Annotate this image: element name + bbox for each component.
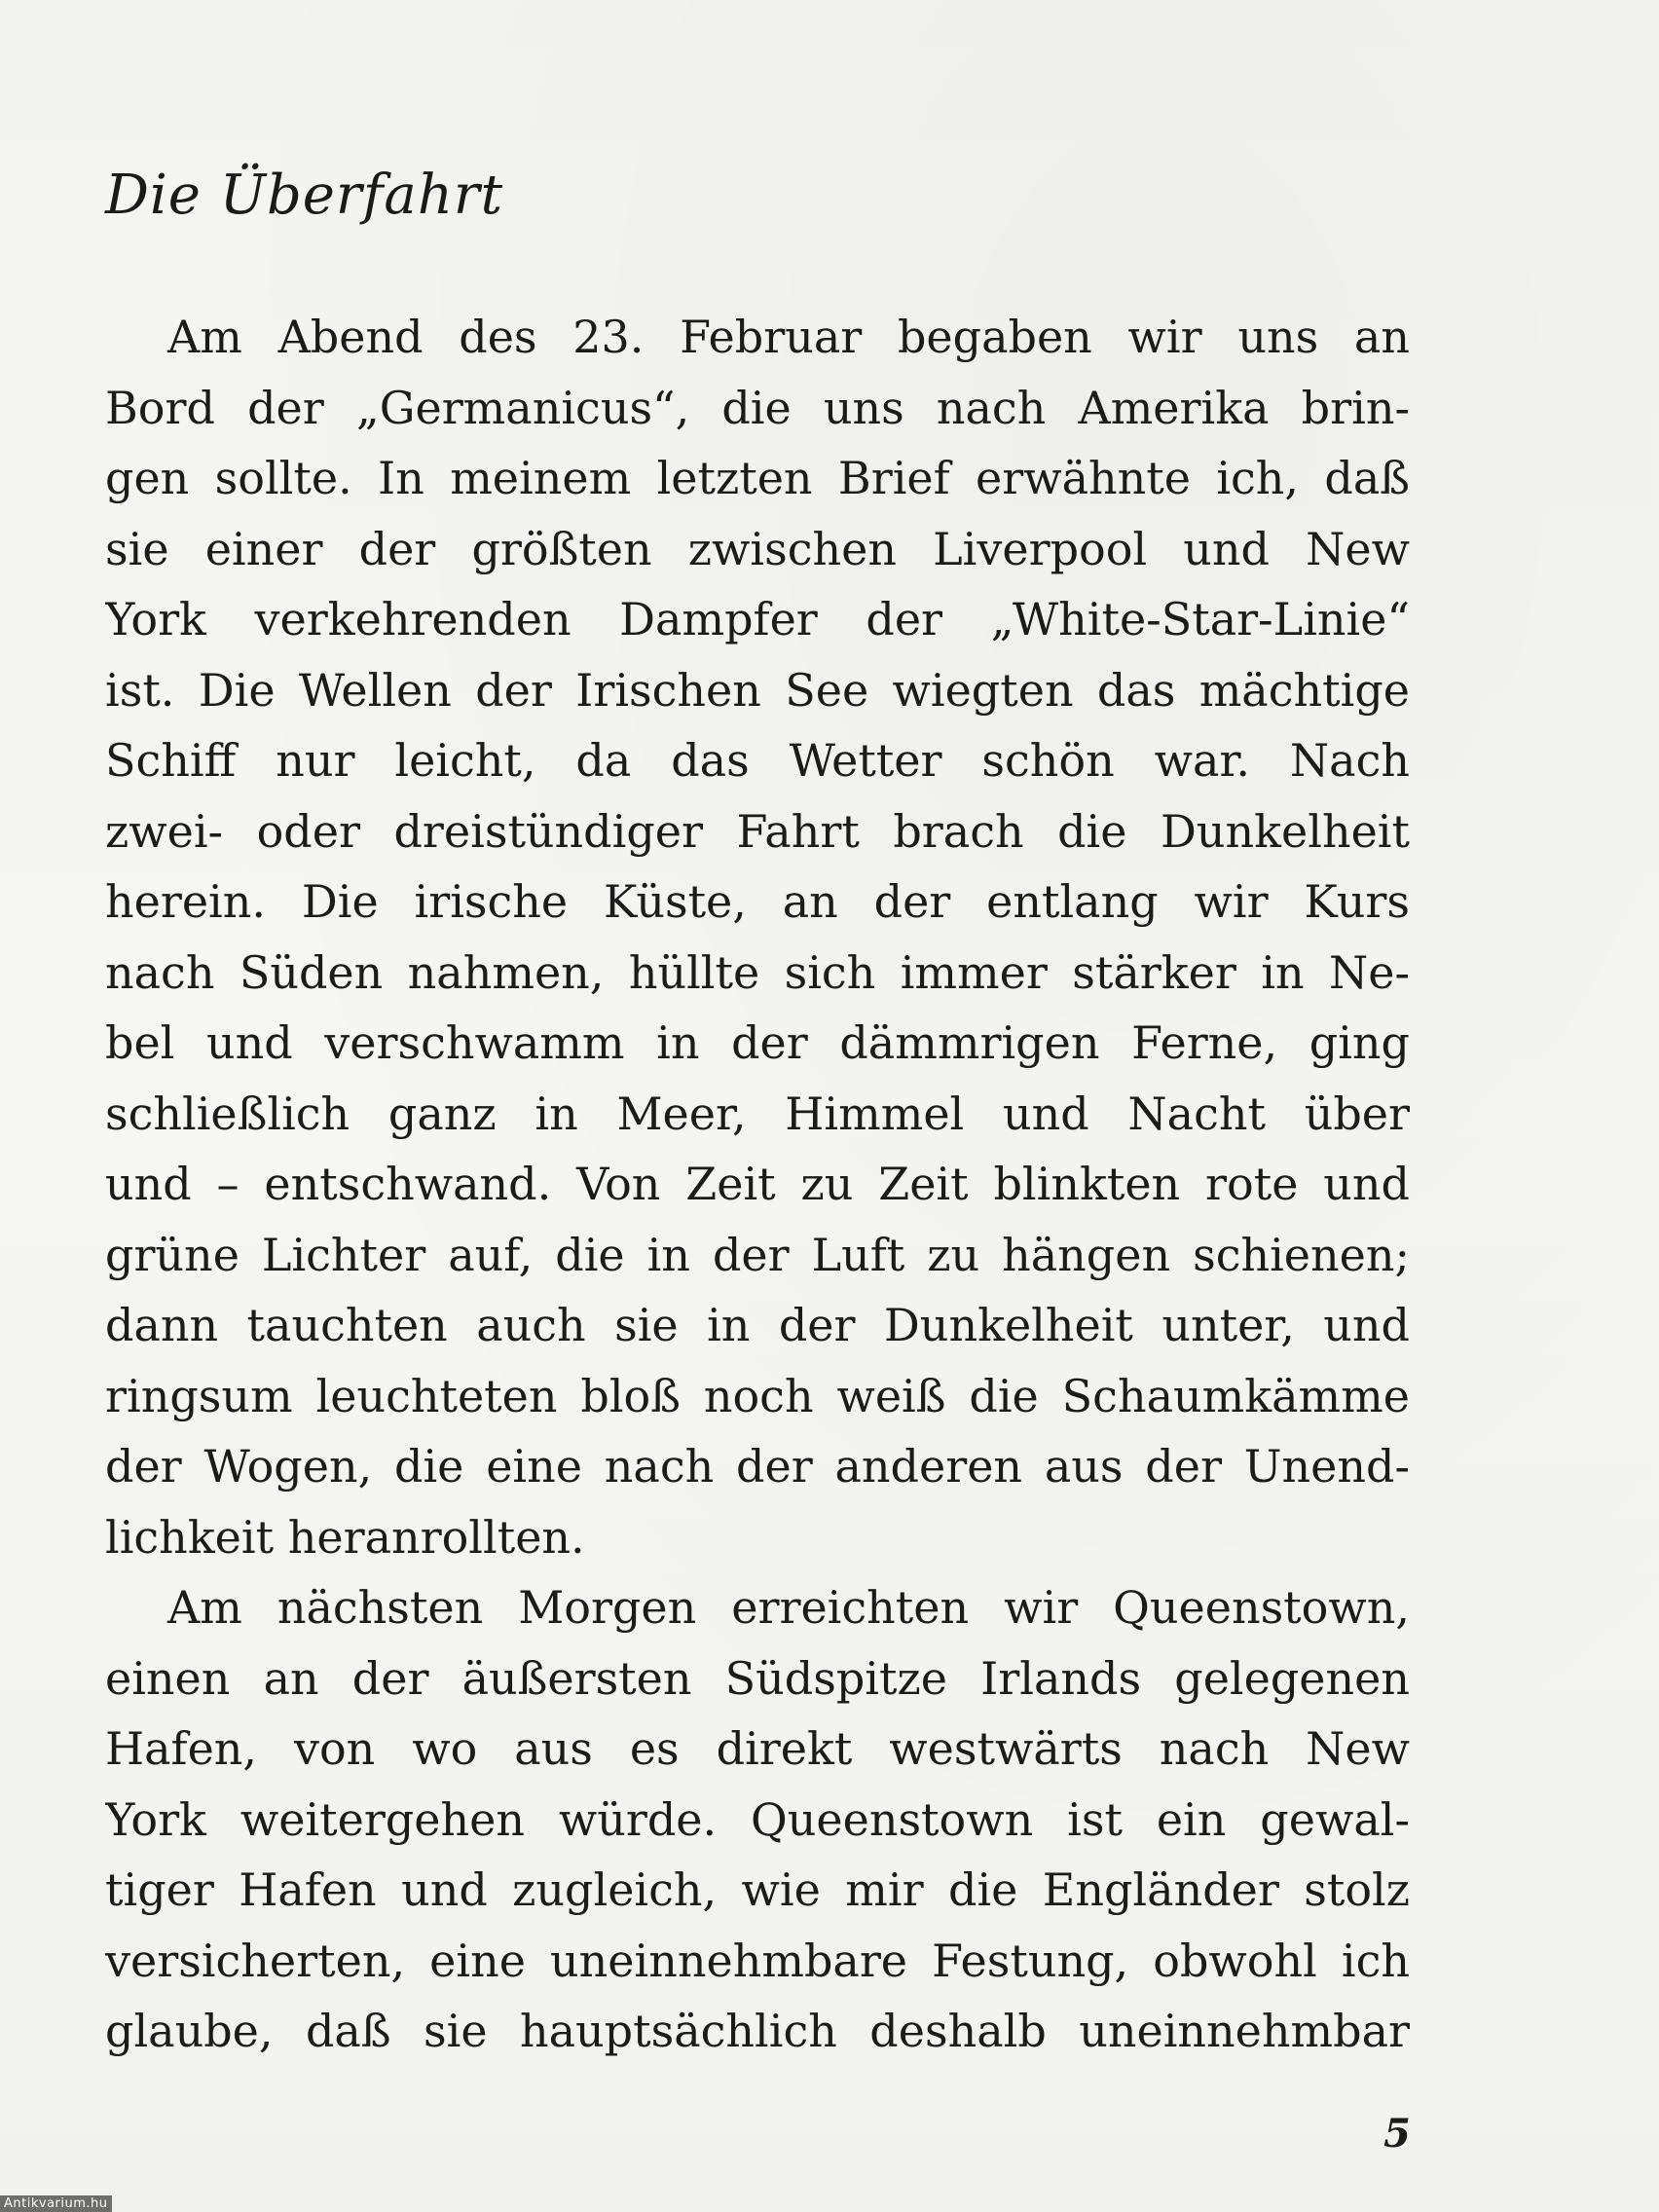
text-line: Am nächsten Morgen erreichten wir Queenstown, [167,1581,1410,1634]
text-line: einen an der äußersten Südspitze Irlands gelegenen [105,1651,1410,1705]
text-line: und – entschwand. Von Zeit zu Zeit blinkten rote und [105,1158,1410,1210]
text-line: lichkeit heranrollten. [105,1510,585,1564]
watermark: Antikvarium.hu [0,2195,112,2212]
paragraph-2 [105,1572,1410,2067]
text-line: ringsum leuchteten bloß noch weiß die Schaumkämme [105,1369,1410,1422]
paragraph-1 [105,302,1410,1572]
text-line: ist. Die Wellen der Irischen See wiegten das mächtige [105,663,1410,717]
text-line: sie einer der größten zwischen Liverpool und New [105,522,1410,575]
text-line: bel und verschwamm in der dämmrigen Ferne, ging [105,1016,1410,1069]
text-line: York verkehrenden Dampfer der „White-Star-Linie“ [105,593,1410,645]
text-line: glaube, daß sie hauptsächlich deshalb uneinnehmbar [105,2005,1410,2057]
text-line: zwei- oder dreistündiger Fahrt brach die Dunkelheit [105,804,1410,858]
text-line: Am Abend des 23. Februar begaben wir uns an [167,311,1410,363]
text-line: Hafen, von wo aus es direkt westwärts nach New [105,1722,1410,1775]
text-line: York weitergehen würde. Queenstown ist ein gewal- [105,1792,1410,1846]
text-line: herein. Die irische Küste, an der entlang wir Kurs [105,875,1410,928]
text-line: Schiff nur leicht, da das Wetter schön war. Nach [105,734,1410,787]
text-line: tiger Hafen und zugleich, wie mir die Engländer stolz [105,1863,1410,1916]
text-line: nach Süden nahmen, hüllte sich immer stärker in Ne- [105,945,1410,999]
text-line: grüne Lichter auf, die in der Luft zu hängen schienen; [105,1228,1410,1281]
chapter-title: Die Überfahrt [105,164,504,227]
text-line: schließlich ganz in Meer, Himmel und Nacht über [105,1087,1410,1140]
text-line: der Wogen, die eine nach der anderen aus der Unend- [105,1440,1410,1493]
text-line: dann tauchten auch sie in der Dunkelheit unter, und [105,1299,1410,1351]
text-line: gen sollte. In meinem letzten Brief erwähnte ich, daß [105,452,1410,504]
text-line: Bord der „Germanicus“, die uns nach Amerika brin- [105,381,1410,434]
body-text [105,302,1410,2067]
page-number: 5 [1383,2111,1411,2157]
text-line: versicherten, eine uneinnehmbare Festung, obwohl ich [105,1934,1410,1987]
